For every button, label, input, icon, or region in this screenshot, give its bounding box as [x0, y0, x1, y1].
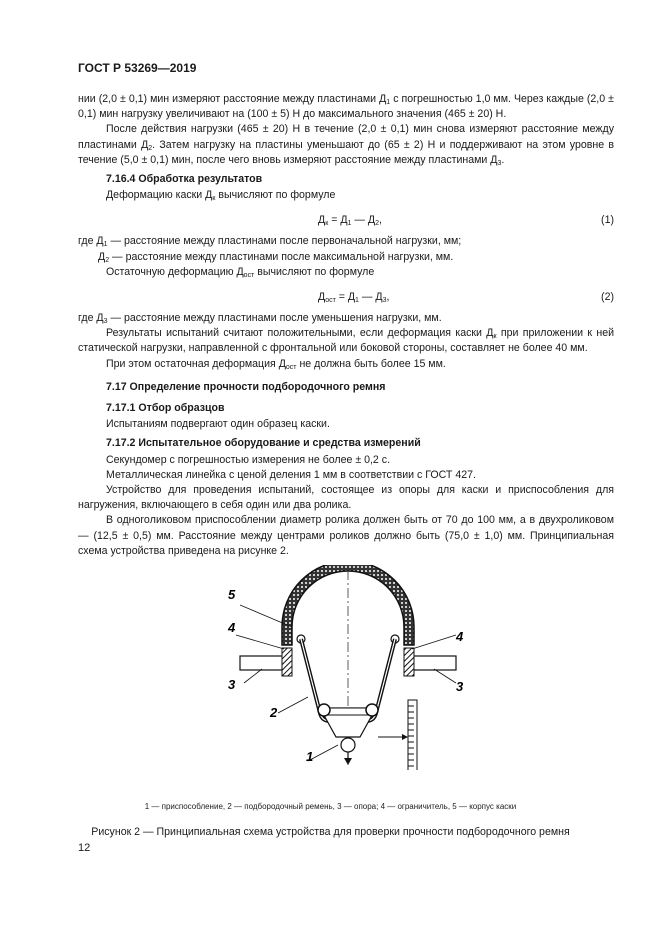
figure-caption: Рисунок 2 — Принципиальная схема устройства для проверки прочности подбородочного ремня	[91, 826, 570, 838]
test-device-schematic	[200, 565, 480, 770]
formula-legend: где $Д_3$ — расстояние между пластинами после уменьшения нагрузки, мм.	[78, 312, 442, 326]
paragraph: Секундомер с погрешностью измерения не более ± 0,2 с.	[106, 453, 391, 466]
fixture-hook	[341, 738, 355, 752]
formula-2-expression: $Д_{ост} = Д_1$ — $Д_3$,	[318, 291, 390, 305]
label-3-right: 3	[456, 679, 464, 694]
paragraph: Остаточную деформацию $Д_{ост}$ вычисляют по формуле	[106, 265, 375, 279]
left-support	[240, 656, 284, 670]
paragraph: Деформацию каски $Д_к$ вычисляют по формуле	[106, 189, 336, 203]
label-2: 2	[270, 705, 278, 720]
section-heading-7-16-4: 7.16.4 Обработка результатов	[106, 173, 263, 186]
section-heading-7-17-1: 7.17.1 Отбор образцов	[106, 402, 225, 415]
formula-2-number: (2)	[601, 291, 614, 304]
section-heading-7-17-2: 7.17.2 Испытательное оборудование и средства измерений	[106, 437, 421, 450]
formula-2	[78, 288, 614, 307]
label-4-left: 4	[228, 620, 236, 635]
formula-1-number: (1)	[601, 214, 614, 227]
document-body	[78, 92, 614, 559]
section-heading-7-17: 7.17 Определение прочности подбородочного ремня	[106, 380, 386, 393]
figure-legend: 1 — приспособление, 2 — подбородочный ремень, 3 — опора; 4 — ограничитель, 5 — корпус каски	[144, 802, 517, 811]
right-roller	[366, 704, 378, 716]
paragraph: Металлическая линейка с ценой деления 1 мм в соответствии с ГОСТ 427.	[106, 468, 476, 481]
label-4-right: 4	[456, 629, 464, 644]
document-header: ГОСТ Р 53269—2019	[78, 61, 197, 75]
formula-legend: $Д_2$ — расстояние между пластинами после максимальной нагрузки, мм.	[98, 250, 454, 264]
formula-legend: где $Д_1$ — расстояние между пластинами после первоначальной нагрузки, мм;	[78, 235, 462, 249]
left-roller	[318, 704, 330, 716]
formula-1-expression: $Д_к = Д_1$ — $Д_2$,	[318, 214, 382, 228]
paragraph: Испытаниям подвергают один образец каски.	[106, 418, 330, 431]
paragraph: Результаты испытаний считают положительными, если деформация каски $Д_к$ при приложении к ней статической нагрузки, направленной с фронтальной или боковой стороны, составляет не более 40 мм.	[78, 327, 614, 355]
left-limiter	[282, 648, 292, 676]
label-5: 5	[228, 587, 236, 602]
paragraph: Устройство для проведения испытаний, состоящее из опоры для каски и приспособления для нагружения, включающего в себя один или два ролика.	[78, 484, 614, 512]
page-number: 12	[78, 842, 91, 854]
formula-1	[78, 211, 614, 230]
label-3-left: 3	[228, 677, 236, 692]
paragraph: При этом остаточная деформация $Д_{ост}$ не должна быть более 15 мм.	[106, 357, 446, 371]
paragraph: В одноroликовом приспособлении диаметр ролика должен быть от 70 до 100 мм, а в двухроликовом — (12,5 ± 0,5) мм. Расстояние между центрами роликов должно быть (75,0 ± 1,0) мм. Принципиальная схема устройства приведена на рисунке 2.	[78, 514, 614, 557]
label-1: 1	[306, 749, 314, 764]
paragraph: После действия нагрузки (465 ± 20) Н в течение (2,0 ± 0,1) мин снова измеряют расстояние между пластинами $Д_2$. Затем нагрузку на пластины уменьшают до (65 ± 2) Н и поддерживают на этом уровне в течение (5,0 ± 0,1) мин, после чего вновь измеряют расстояние между пластинами $Д_3$.	[78, 123, 615, 167]
paragraph: нии (2,0 ± 0,1) мин измеряют расстояние между пластинами $Д_1$ с погрешностью 1,0 мм. Через каждые (2,0 ± 0,1) мин нагрузку увеличивают на (100 ± 5) Н до максимального значения (465 ± 20) Н.	[78, 93, 614, 121]
right-support	[412, 656, 456, 670]
figure-2-diagram	[200, 565, 480, 770]
right-limiter	[404, 648, 414, 676]
